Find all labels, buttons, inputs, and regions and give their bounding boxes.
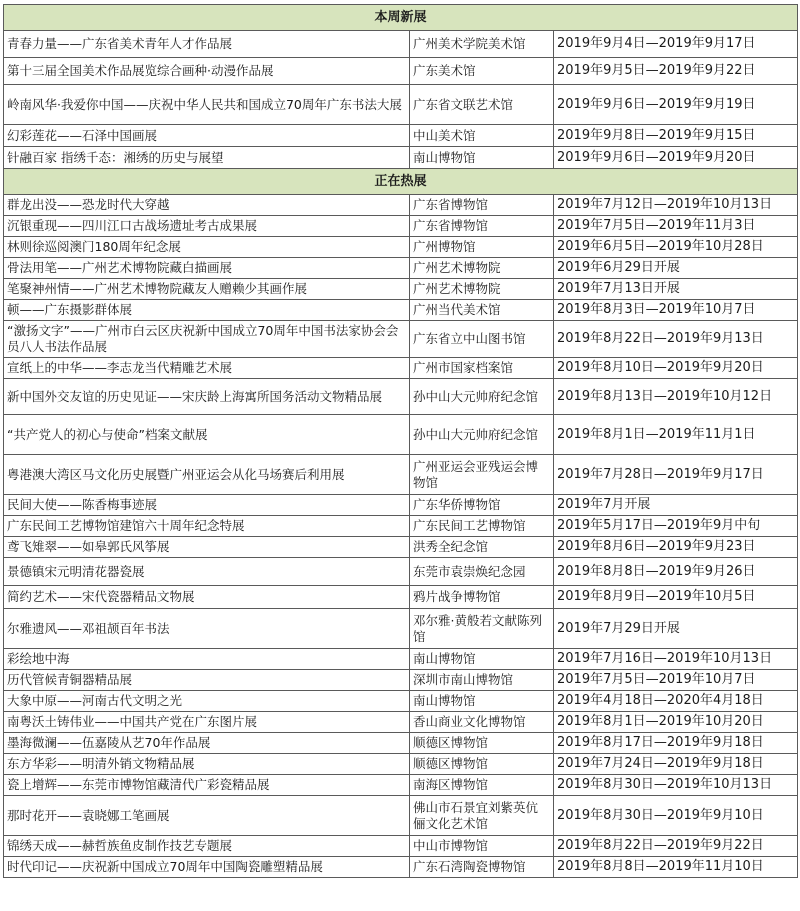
date-cell: 2019年7月24日—2019年9月18日 [554,754,798,775]
table-row [4,796,798,836]
venue-cell: 广州艺术博物院 [410,258,554,279]
table-row [4,31,798,58]
table-row [4,649,798,670]
table-row [4,279,798,300]
date-cell: 2019年9月8日—2019年9月15日 [554,125,798,147]
venue-cell: 广州当代美术馆 [410,300,554,321]
date-cell: 2019年8月30日—2019年10月13日 [554,775,798,796]
exhibition-name-cell: 宣纸上的中华——李志龙当代精雕艺术展 [4,358,410,379]
exhibition-name-cell: 沉银重现——四川江口古战场遗址考古成果展 [4,216,410,237]
venue-cell: 广东省文联艺术馆 [410,85,554,125]
date-cell: 2019年8月30日—2019年9月10日 [554,796,798,836]
venue-cell: 洪秀全纪念馆 [410,537,554,558]
venue-cell: 广东省博物馆 [410,195,554,216]
venue-cell: 邓尔雅·黄般若文献陈列馆 [410,609,554,649]
date-cell: 2019年7月5日—2019年11月3日 [554,216,798,237]
exhibition-name-cell: 尔雅遗风——邓祖颉百年书法 [4,609,410,649]
table-row [4,415,798,455]
exhibition-name-cell: 那时花开——袁晓娜工笔画展 [4,796,410,836]
date-cell: 2019年8月6日—2019年9月23日 [554,537,798,558]
venue-cell: 深圳市南山博物馆 [410,670,554,691]
date-cell: 2019年7月5日—2019年10月7日 [554,670,798,691]
table-row [4,857,798,878]
venue-cell: 广东华侨博物馆 [410,495,554,516]
table-row [4,195,798,216]
venue-cell: 孙中山大元帅府纪念馆 [410,379,554,415]
date-cell: 2019年8月13日—2019年10月12日 [554,379,798,415]
exhibition-name-cell: 景德镇宋元明清花器瓷展 [4,558,410,586]
exhibition-name-cell: 新中国外交友谊的历史见证——宋庆龄上海寓所国务活动文物精品展 [4,379,410,415]
table-row [4,670,798,691]
exhibition-name-cell: 鸢飞雉翠——如皋郭氏风筝展 [4,537,410,558]
section-header-row [4,5,798,31]
venue-cell: 佛山市石景宜刘紫英伉俪文化艺术馆 [410,796,554,836]
date-cell: 2019年7月29日开展 [554,609,798,649]
table-row [4,455,798,495]
exhibition-name-cell: 第十三届全国美术作品展览综合画种·动漫作品展 [4,58,410,85]
date-cell: 2019年8月22日—2019年9月22日 [554,836,798,857]
exhibition-name-cell: 民间大使——陈香梅事迹展 [4,495,410,516]
date-cell: 2019年9月6日—2019年9月19日 [554,85,798,125]
venue-cell: 广东民间工艺博物馆 [410,516,554,537]
exhibition-name-cell: 大象中原——河南古代文明之光 [4,691,410,712]
table-row [4,216,798,237]
venue-cell: 广东石湾陶瓷博物馆 [410,857,554,878]
exhibition-name-cell: 岭南风华·我爱你中国——庆祝中华人民共和国成立70周年广东书法大展 [4,85,410,125]
date-cell: 2019年8月8日—2019年11月10日 [554,857,798,878]
table-row [4,836,798,857]
table-row [4,691,798,712]
exhibition-name-cell: “共产党人的初心与使命”档案文献展 [4,415,410,455]
venue-cell: 南山博物馆 [410,691,554,712]
exhibition-table [3,4,798,878]
exhibition-name-cell: 群龙出没——恐龙时代大穿越 [4,195,410,216]
table-row [4,237,798,258]
table-row [4,733,798,754]
exhibition-name-cell: 幻彩莲花——石泽中国画展 [4,125,410,147]
date-cell: 2019年5月17日—2019年9月中旬 [554,516,798,537]
table-row [4,147,798,169]
table-row [4,379,798,415]
exhibition-name-cell: 墨海微澜——伍嘉陵从艺70年作品展 [4,733,410,754]
date-cell: 2019年8月1日—2019年10月20日 [554,712,798,733]
venue-cell: 孙中山大元帅府纪念馆 [410,415,554,455]
table-row [4,586,798,609]
exhibition-name-cell: 骨法用笔——广州艺术博物院藏白描画展 [4,258,410,279]
venue-cell: 广东省博物馆 [410,216,554,237]
table-row [4,58,798,85]
date-cell: 2019年9月5日—2019年9月22日 [554,58,798,85]
table-row [4,495,798,516]
table-row [4,85,798,125]
venue-cell: 中山美术馆 [410,125,554,147]
table-row [4,516,798,537]
date-cell: 2019年8月1日—2019年11月1日 [554,415,798,455]
section-header-row [4,169,798,195]
table-row [4,125,798,147]
exhibition-name-cell: 笔聚神州情——广州艺术博物院藏友人赠赖少其画作展 [4,279,410,300]
venue-cell: 香山商业文化博物馆 [410,712,554,733]
exhibition-name-cell: 简约艺术——宋代瓷器精品文物展 [4,586,410,609]
venue-cell: 顺德区博物馆 [410,754,554,775]
date-cell: 2019年8月8日—2019年9月26日 [554,558,798,586]
exhibition-name-cell: 东方华彩——明清外销文物精品展 [4,754,410,775]
table-row [4,754,798,775]
table-row [4,558,798,586]
date-cell: 2019年8月10日—2019年9月20日 [554,358,798,379]
venue-cell: 广东美术馆 [410,58,554,85]
venue-cell: 广东省立中山图书馆 [410,321,554,358]
venue-cell: 广州博物馆 [410,237,554,258]
date-cell: 2019年6月5日—2019年10月28日 [554,237,798,258]
table-row [4,258,798,279]
table-row [4,358,798,379]
table-row [4,712,798,733]
venue-cell: 广州市国家档案馆 [410,358,554,379]
date-cell: 2019年9月4日—2019年9月17日 [554,31,798,58]
table-row [4,321,798,358]
exhibition-name-cell: 南粤沃土铸伟业——中国共产党在广东图片展 [4,712,410,733]
date-cell: 2019年8月9日—2019年10月5日 [554,586,798,609]
exhibition-name-cell: 广东民间工艺博物馆建馆六十周年纪念特展 [4,516,410,537]
date-cell: 2019年7月开展 [554,495,798,516]
section-title: 正在热展 [4,169,798,195]
date-cell: 2019年4月18日—2020年4月18日 [554,691,798,712]
exhibition-name-cell: 青春力量——广东省美术青年人才作品展 [4,31,410,58]
table-row [4,775,798,796]
table-row [4,537,798,558]
table-row [4,609,798,649]
venue-cell: 广州亚运会亚残运会博物馆 [410,455,554,495]
venue-cell: 南海区博物馆 [410,775,554,796]
exhibition-name-cell: 粤港澳大湾区马文化历史展暨广州亚运会从化马场赛后利用展 [4,455,410,495]
venue-cell: 广州美术学院美术馆 [410,31,554,58]
date-cell: 2019年7月12日—2019年10月13日 [554,195,798,216]
exhibition-name-cell: 彩绘地中海 [4,649,410,670]
date-cell: 2019年8月3日—2019年10月7日 [554,300,798,321]
venue-cell: 鸦片战争博物馆 [410,586,554,609]
venue-cell: 南山博物馆 [410,649,554,670]
venue-cell: 中山市博物馆 [410,836,554,857]
venue-cell: 东莞市袁崇焕纪念园 [410,558,554,586]
venue-cell: 顺德区博物馆 [410,733,554,754]
exhibition-name-cell: 锦绣天成——赫哲族鱼皮制作技艺专题展 [4,836,410,857]
exhibition-name-cell: “激扬文字”——广州市白云区庆祝新中国成立70周年中国书法家协会会员八人书法作品展 [4,321,410,358]
date-cell: 2019年8月17日—2019年9月18日 [554,733,798,754]
venue-cell: 南山博物馆 [410,147,554,169]
section-title: 本周新展 [4,5,798,31]
date-cell: 2019年7月13日开展 [554,279,798,300]
exhibition-name-cell: 时代印记——庆祝新中国成立70周年中国陶瓷雕塑精品展 [4,857,410,878]
exhibition-name-cell: 顿——广东摄影群体展 [4,300,410,321]
date-cell: 2019年9月6日—2019年9月20日 [554,147,798,169]
exhibition-name-cell: 瓷上增辉——东莞市博物馆藏清代广彩瓷精品展 [4,775,410,796]
exhibition-name-cell: 历代管候青铜器精品展 [4,670,410,691]
date-cell: 2019年8月22日—2019年9月13日 [554,321,798,358]
date-cell: 2019年7月28日—2019年9月17日 [554,455,798,495]
exhibition-name-cell: 林则徐巡阅澳门180周年纪念展 [4,237,410,258]
table-row [4,300,798,321]
exhibition-name-cell: 针融百家 指绣千态：湘绣的历史与展望 [4,147,410,169]
venue-cell: 广州艺术博物院 [410,279,554,300]
date-cell: 2019年7月16日—2019年10月13日 [554,649,798,670]
date-cell: 2019年6月29日开展 [554,258,798,279]
